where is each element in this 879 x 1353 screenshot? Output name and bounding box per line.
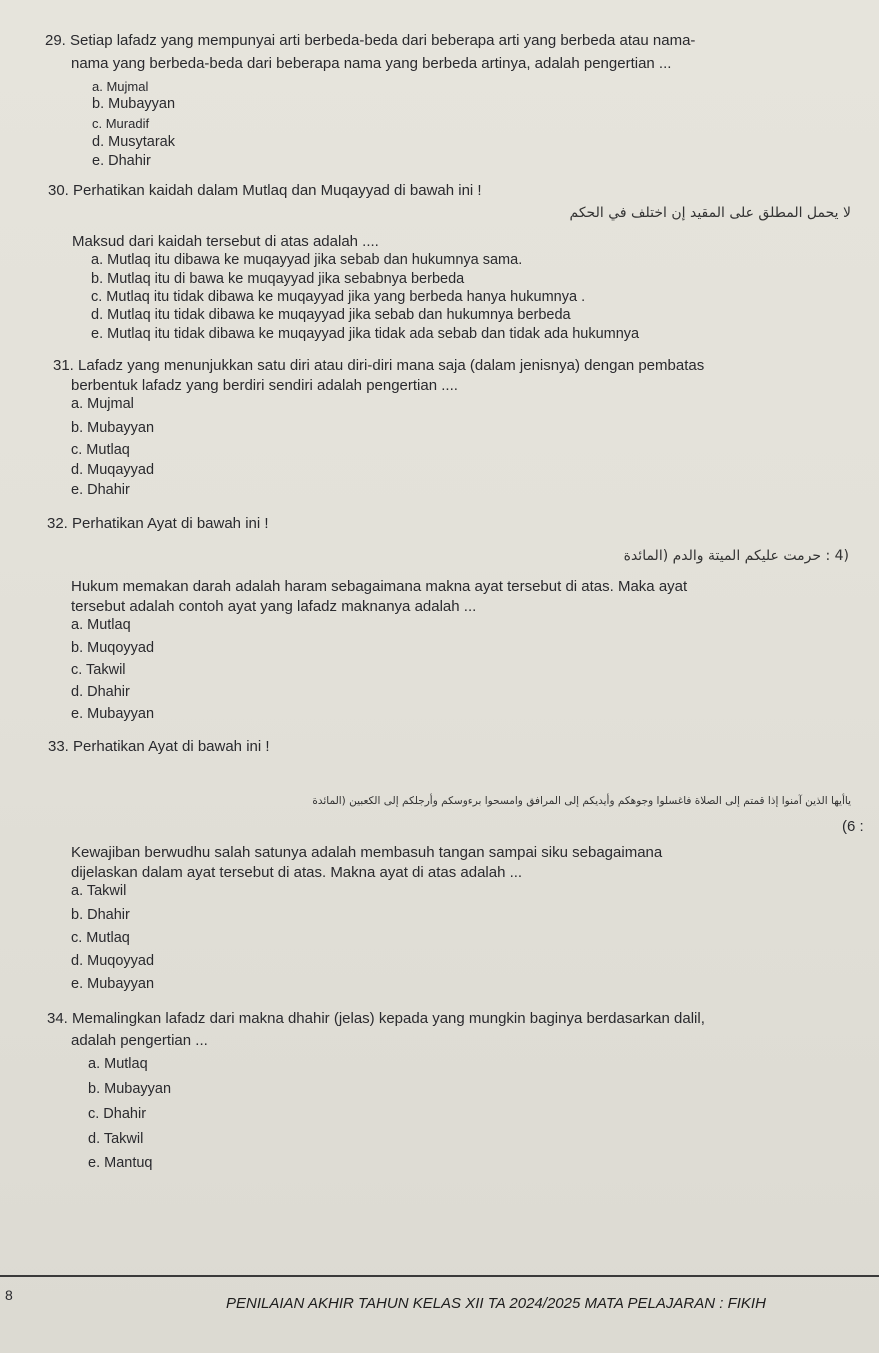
q32-stem-line2: Hukum memakan darah adalah haram sebagaimana makna ayat tersebut di atas. Maka ayat [71, 578, 688, 595]
q29-option-b: b. Mubayyan [92, 96, 176, 112]
q34-option-b: b. Mubayyan [88, 1081, 172, 1097]
q30-option-d: d. Mutlaq itu tidak dibawa ke muqayyad jika sebab dan hukumnya berbeda [91, 307, 571, 323]
q34-option-a: a. Mutlaq [88, 1056, 148, 1072]
q33-stem-line2: Kewajiban berwudhu salah satunya adalah membasuh tangan sampai siku sebagaimana [71, 844, 663, 861]
q30-option-a: a. Mutlaq itu dibawa ke muqayyad jika sebab dan hukumnya sama. [91, 252, 523, 268]
q29-option-a: a. Mujmal [92, 79, 149, 94]
q30-stem-line1: 30. Perhatikan kaidah dalam Mutlaq dan Muqayyad di bawah ini ! [48, 182, 482, 199]
q34-option-c: c. Dhahir [88, 1106, 147, 1122]
q34-stem-line1: 34. Memalingkan lafadz dari makna dhahir (jelas) kepada yang mungkin baginya berdasarkan dalil, [47, 1010, 705, 1027]
q33-option-d: d. Muqoyyad [71, 953, 155, 969]
q29-stem-line1: 29. Setiap lafadz yang mempunyai arti berbeda-beda dari beberapa arti yang berbeda atau nama- [45, 32, 696, 49]
q31-option-b: b. Mubayyan [71, 420, 155, 436]
q31-option-e: e. Dhahir [71, 482, 130, 498]
q31-stem-line2: berbentuk lafadz yang berdiri sendiri adalah pengertian .... [71, 377, 458, 394]
q32-option-e: e. Mubayyan [71, 706, 155, 722]
q30-option-e: e. Mutlaq itu tidak dibawa ke muqayyad jika tidak ada sebab dan tidak ada hukumnya [91, 326, 640, 342]
q31-option-d: d. Muqayyad [71, 462, 155, 478]
q33-verse-ref: (6 : [842, 818, 864, 835]
q30-option-c: c. Mutlaq itu tidak dibawa ke muqayyad jika yang berbeda hanya hukumnya . [91, 289, 586, 305]
q33-option-a: a. Takwil [71, 883, 127, 899]
q33-option-b: b. Dhahir [71, 907, 130, 923]
q32-option-d: d. Dhahir [71, 684, 130, 700]
q34-stem-line2: adalah pengertian ... [71, 1032, 208, 1049]
q29-stem-line2: nama yang berbeda-beda dari beberapa nama yang berbeda artinya, adalah pengertian ... [71, 55, 672, 72]
q32-arabic-verse: (4 : حرمت عليكم الميتة والدم (المائدة [623, 548, 849, 564]
q29-option-c: c. Muradif [92, 116, 150, 131]
q31-option-c: c. Mutlaq [71, 442, 130, 458]
q31-option-a: a. Mujmal [71, 396, 134, 412]
q33-stem-line3: dijelaskan dalam ayat tersebut di atas. Makna ayat di atas adalah ... [71, 864, 523, 881]
q30-option-b: b. Mutlaq itu di bawa ke muqayyad jika sebabnya berbeda [91, 271, 465, 287]
q31-stem-line1: 31. Lafadz yang menunjukkan satu diri atau diri-diri mana saja (dalam jenisnya) dengan pembatas [53, 357, 705, 374]
q33-stem-line1: 33. Perhatikan Ayat di bawah ini ! [48, 738, 270, 755]
q33-option-c: c. Mutlaq [71, 930, 130, 946]
q32-option-a: a. Mutlaq [71, 617, 131, 633]
q29-option-e: e. Dhahir [92, 153, 151, 169]
page-number: 8 [5, 1287, 13, 1303]
footer-text: PENILAIAN AKHIR TAHUN KELAS XII TA 2024/2025 MATA PELAJARAN : FIKIH [226, 1295, 766, 1312]
q33-option-e: e. Mubayyan [71, 976, 155, 992]
q32-stem-line1: 32. Perhatikan Ayat di bawah ini ! [47, 515, 269, 532]
q30-arabic-rule: لا يحمل المطلق على المقيد إن اختلف في الحكم [569, 205, 851, 221]
q34-option-d: d. Takwil [88, 1131, 144, 1147]
q32-stem-line3: tersebut adalah contoh ayat yang lafadz maknanya adalah ... [71, 598, 477, 615]
q32-option-c: c. Takwil [71, 662, 126, 678]
q30-stem-line2: Maksud dari kaidah tersebut di atas adalah .... [72, 233, 379, 250]
q32-option-b: b. Muqoyyad [71, 640, 155, 656]
footer-divider [0, 1275, 879, 1277]
q33-arabic-verse: ياأيها الذين آمنوا إذا قمتم إلى الصلاة فاغسلوا وجوهكم وأيديكم إلى المرافق وامسحوا برءوسكم وأرجلكم إلى الكعبين (المائدة [312, 795, 851, 807]
q29-option-d: d. Musytarak [92, 134, 175, 150]
q34-option-e: e. Mantuq [88, 1155, 153, 1171]
